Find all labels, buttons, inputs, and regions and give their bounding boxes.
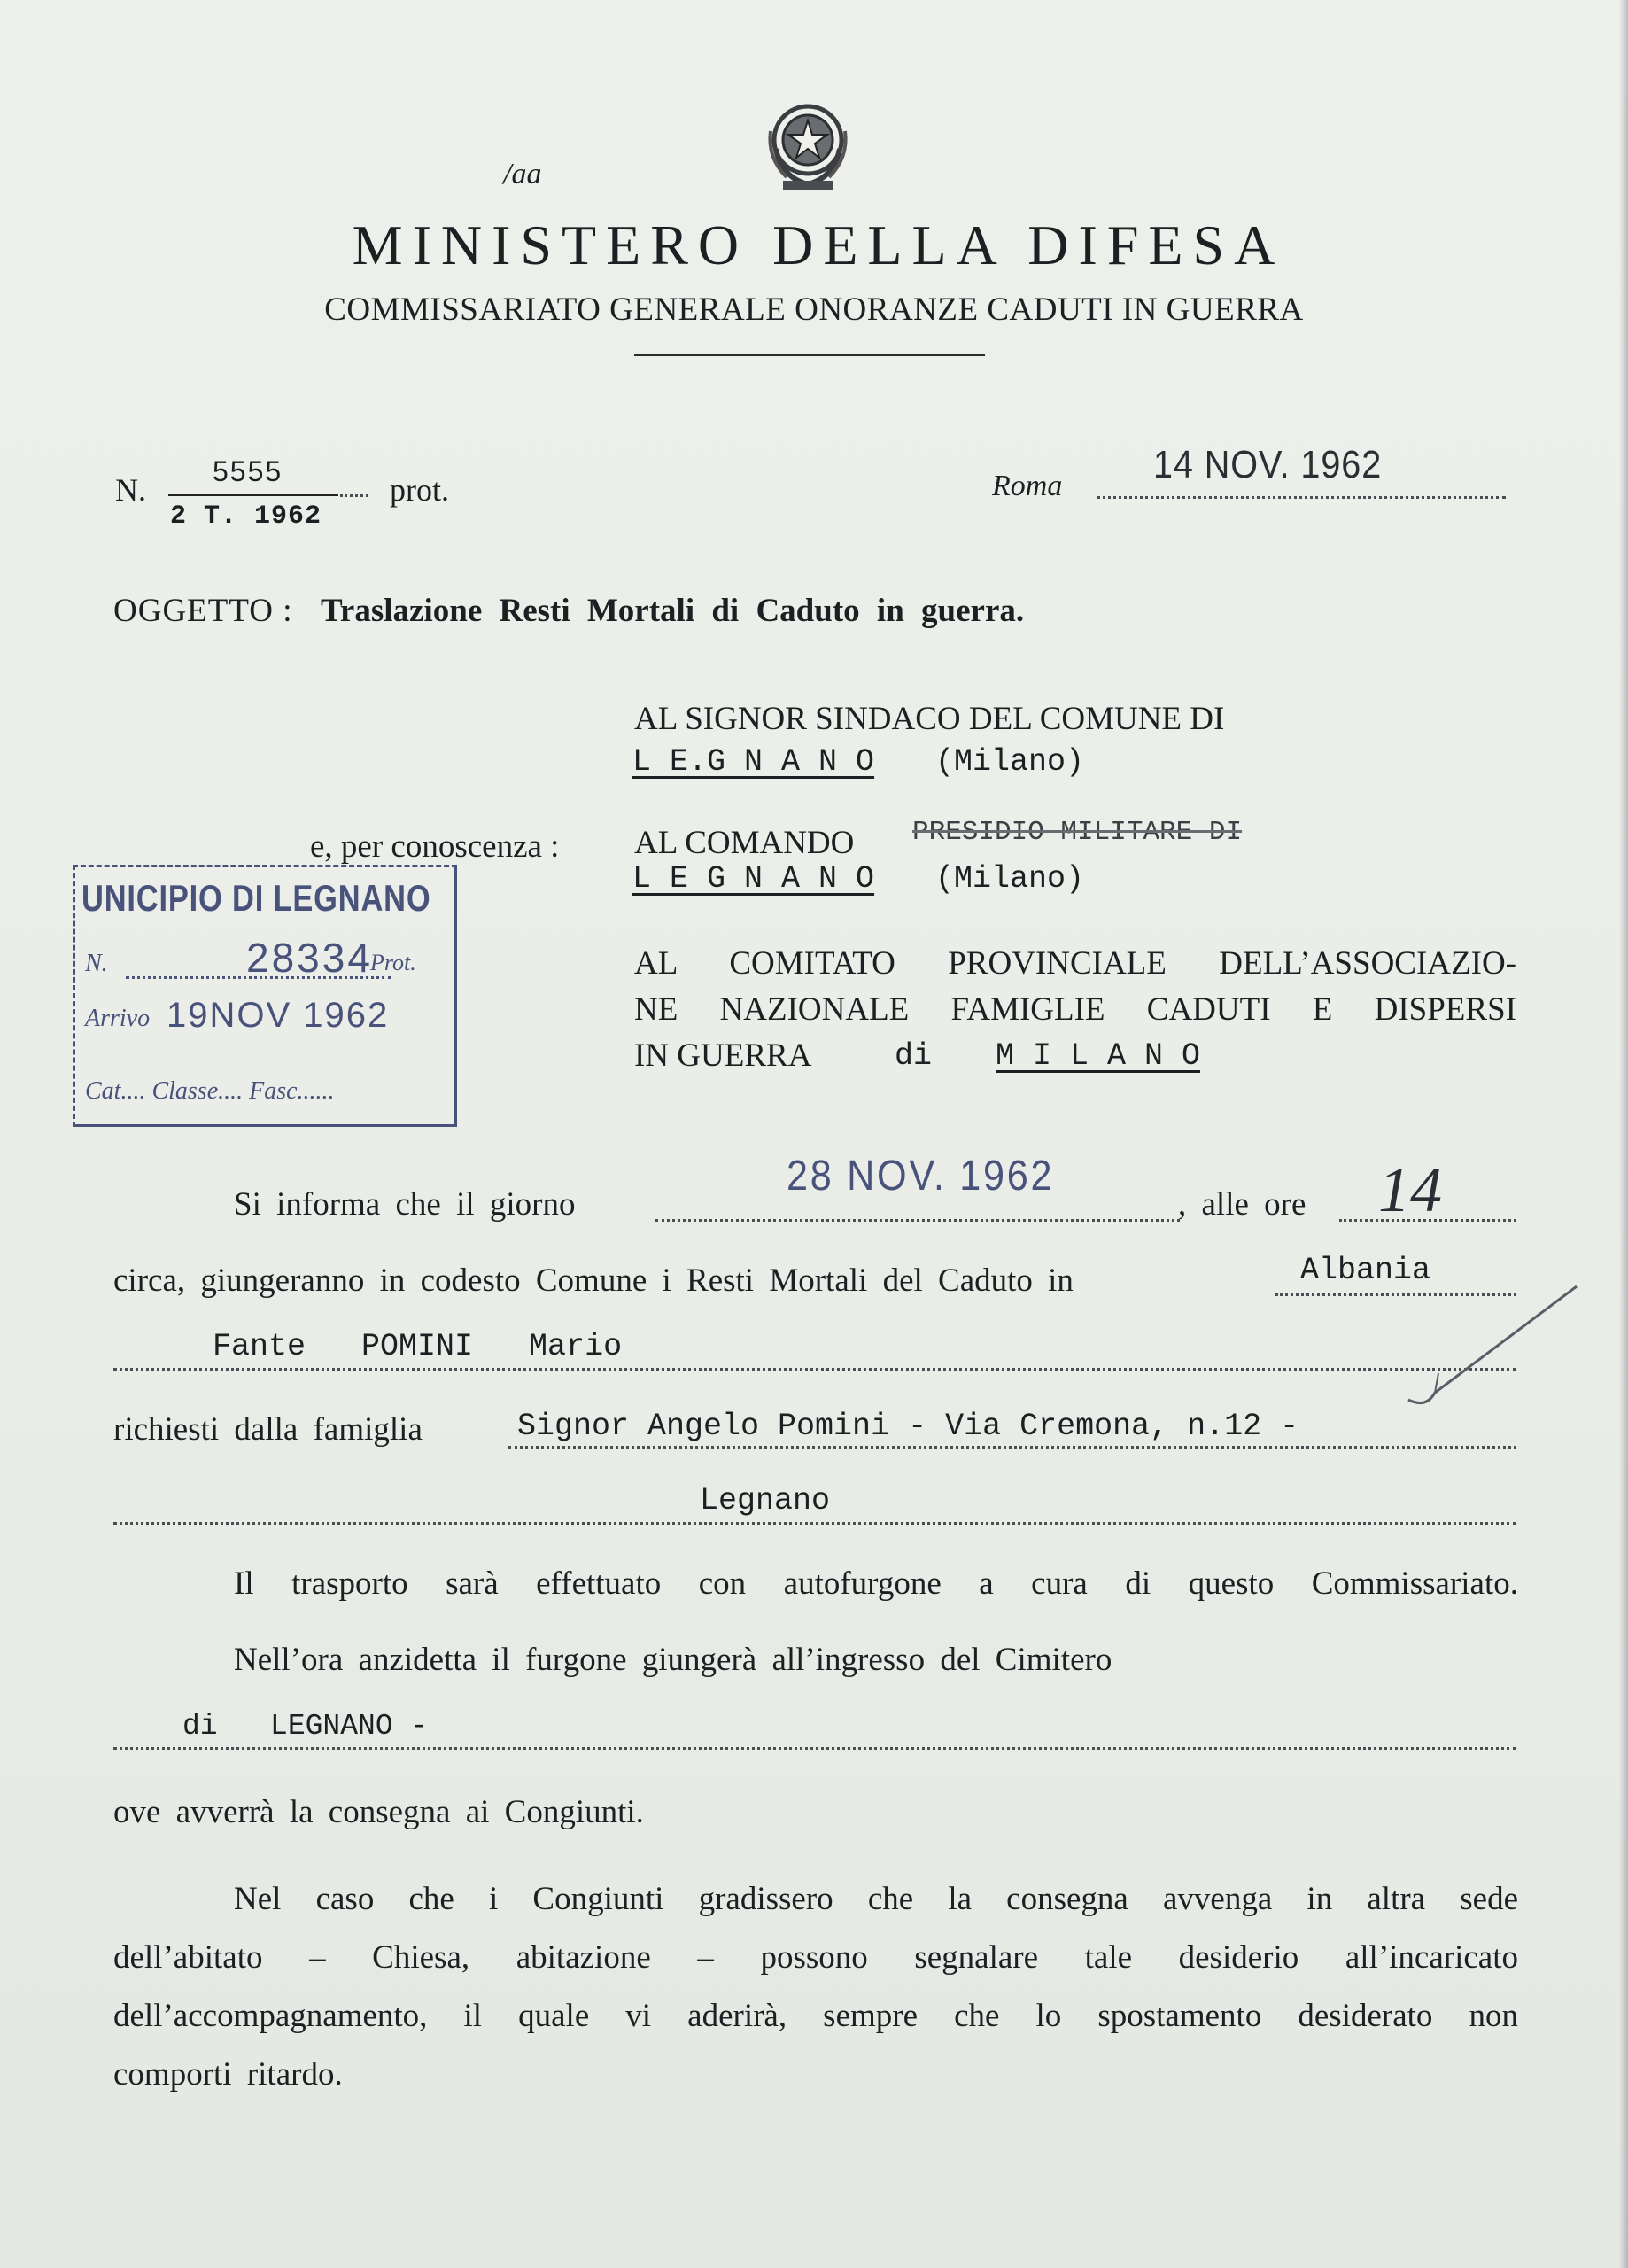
protocol-dots bbox=[340, 494, 368, 497]
paragraph-delivery: ove avverrà la consegna ai Congiunti. bbox=[113, 1794, 644, 1830]
stamp-date-value: 19NOV 1962 bbox=[167, 996, 390, 1035]
requesting-family: Signor Angelo Pomini - Via Cremona, n.12 - bbox=[517, 1409, 1299, 1444]
subject-text: Traslazione Resti Mortali di Caduto in guerra. bbox=[321, 593, 1025, 629]
protocol-fraction-line bbox=[168, 494, 338, 496]
stamp-n-suffix: Prot. bbox=[370, 950, 416, 975]
arrival-stamp bbox=[73, 865, 457, 1127]
date-dots bbox=[1097, 496, 1506, 499]
subject-label: OGGETTO : bbox=[113, 593, 293, 629]
body-line-5-dots bbox=[113, 1522, 1516, 1525]
recipient-2-city: L E G N A N O bbox=[632, 861, 875, 897]
body-line-3-dots bbox=[113, 1368, 1516, 1371]
paragraph-note-line-3: dell’accompagnamento, il quale vi aderirà, sempre che lo spostamento desiderato non bbox=[113, 1998, 1518, 2034]
paragraph-cemetery: Nell’ora anzidetta il furgone giungerà all’ingresso del Cimitero bbox=[234, 1642, 1112, 1678]
protocol-suffix: prot. bbox=[390, 472, 449, 508]
recipient-3-line-1: AL COMITATO PROVINCIALE DELL’ASSOCIAZIO- bbox=[634, 945, 1516, 982]
body-line-1-date-dots bbox=[655, 1219, 1180, 1222]
header-divider bbox=[634, 354, 985, 356]
fallen-soldier-name: Fante POMINI Mario bbox=[213, 1329, 623, 1364]
family-city: Legnano bbox=[700, 1483, 831, 1518]
recipient-1-city: L E.G N A N O bbox=[632, 744, 875, 780]
recipient-2-line-1: AL COMANDO bbox=[634, 825, 855, 861]
protocol-label: N. bbox=[115, 472, 146, 508]
recipient-3-line-3: IN GUERRA bbox=[634, 1037, 812, 1074]
burial-place: Albania bbox=[1300, 1253, 1431, 1288]
protocol-number: 5555 bbox=[213, 455, 283, 487]
body-line-4-dots bbox=[508, 1446, 1516, 1449]
city-label: Roma bbox=[992, 470, 1063, 502]
recipient-3-di: di bbox=[895, 1038, 933, 1074]
paragraph-note-line-2: dell’abitato – Chiesa, abitazione – possono segnalare tale desiderio all’incaricato bbox=[113, 1939, 1518, 1976]
recipient-2-typed: PRESIDIO MILITARE DI bbox=[912, 817, 1243, 848]
stamp-date-label: Arrivo bbox=[85, 1005, 151, 1032]
paragraph-note-line-1: Nel caso che i Congiunti gradissero che la consegna avvenga in altra sede bbox=[234, 1881, 1518, 1917]
recipient-2-province: (Milano) bbox=[935, 861, 1085, 897]
recipient-1-province: (Milano) bbox=[935, 744, 1085, 780]
initials: /aa bbox=[503, 158, 542, 190]
body-line-1-prefix: Si informa che il giorno bbox=[234, 1186, 576, 1223]
protocol-sub: 2 T. 1962 bbox=[170, 501, 322, 532]
arrival-date: 28 NOV. 1962 bbox=[787, 1153, 1055, 1200]
document-date: 14 NOV. 1962 bbox=[1153, 443, 1383, 486]
body-line-2-prefix: circa, giungeranno in codesto Comune i Resti Mortali del Caduto in bbox=[113, 1262, 1074, 1299]
paragraph-note-line-4: comporti ritardo. bbox=[113, 2056, 343, 2093]
stamp-footer: Cat.... Classe.... Fasc...... bbox=[85, 1077, 335, 1105]
cemetery-location: di LEGNANO - bbox=[182, 1710, 429, 1743]
arrival-hour: 14 bbox=[1378, 1154, 1442, 1225]
body-line-4-prefix: richiesti dalla famiglia bbox=[113, 1411, 423, 1448]
recipient-1-line-1: AL SIGNOR SINDACO DEL COMUNE DI bbox=[634, 701, 1225, 737]
stamp-title: UNICIPIO DI LEGNANO bbox=[81, 877, 431, 919]
ministry-title: MINISTERO DELLA DIFESA bbox=[352, 214, 1285, 276]
stamp-n-label: N. bbox=[85, 950, 108, 977]
cemetery-dots bbox=[113, 1747, 1516, 1750]
body-line-1-mid: , alle ore bbox=[1178, 1186, 1306, 1223]
stamp-n-value: 28334 bbox=[246, 935, 373, 981]
recipient-3-line-2: NE NAZIONALE FAMIGLIE CADUTI E DISPERSI bbox=[634, 991, 1516, 1028]
recipient-3-city: M I L A N O bbox=[996, 1038, 1201, 1074]
cc-label: e, per conoscenza : bbox=[310, 828, 560, 865]
emblem-icon bbox=[764, 96, 852, 195]
department-title: COMMISSARIATO GENERALE ONORANZE CADUTI IN GUERRA bbox=[324, 291, 1304, 328]
paragraph-transport: Il trasporto sarà effettuato con autofurgone a cura di questo Commissariato. bbox=[234, 1565, 1518, 1602]
check-mark-icon bbox=[1399, 1276, 1594, 1409]
